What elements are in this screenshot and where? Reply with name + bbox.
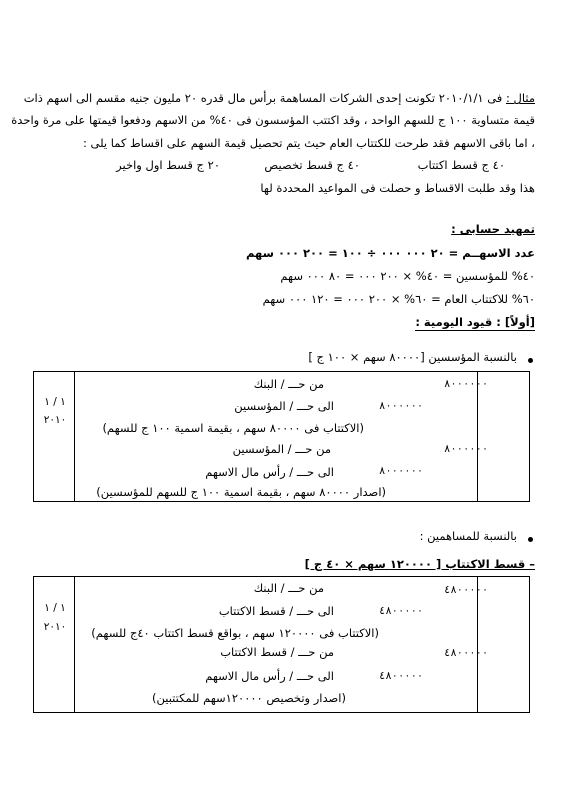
intro-line-1: مثال : فى ٢٠١٠/١/١ تكونت إحدى الشركات المساهمة برأس مال قدره ٢٠ مليون جنيه مقسم الى اسهم ذات xyxy=(23,91,535,105)
debit-account: من حـــ / البنك xyxy=(253,581,324,595)
installment-subscription: ٤٠ ج قسط اكتتاب xyxy=(417,158,505,172)
credit-account: الى حـــ / رأس مال الاسهم xyxy=(205,669,334,683)
entry-note: (الاكتتاب فى ٨٠٠٠٠ سهم ، بقيمة اسمية ١٠٠ ج للسهم) xyxy=(102,421,364,435)
debit-account: من حـــ / البنك xyxy=(253,377,324,391)
entry-note: (الاكتتاب فى ١٢٠٠٠٠ سهم ، بواقع قسط اكتتاب ٤٠ج للسهم) xyxy=(91,626,379,640)
entry-date-day: ١ / ١ xyxy=(44,396,66,408)
entry-date-day: ١ / ١ xyxy=(44,602,66,614)
section1-heading: بالنسبة المؤسسين [٨٠٠٠٠ سهم × ١٠٠ ج ] xyxy=(308,350,517,364)
credit-amount: ٤٨٠٠٠٠٠ xyxy=(379,605,424,617)
debit-account: من حـــ / قسط الاكتتاب xyxy=(220,645,334,659)
intro-line-2: قيمة متساوية ١٠٠ ج للسهم الواحد ، وقد اكتتب المؤسسون فى ٤٠% من الاسهم ودفعوا قيمتها على مرة واحدة xyxy=(11,113,535,127)
credit-account: الى حـــ / قسط الاكتتاب xyxy=(218,604,334,618)
prep-shares-line: عدد الاسهــم = ٢٠ ٠٠٠ ٠٠٠ ÷ ١٠٠ = ٢٠٠ ٠٠٠ سهم xyxy=(246,246,535,260)
bullet-icon xyxy=(528,537,533,542)
journal-table-founders xyxy=(33,371,530,502)
installment-final: ٢٠ ج قسط اول واخير xyxy=(116,158,220,172)
credit-amount: ٨٠٠٠٠٠٠ xyxy=(379,465,424,477)
credit-amount: ٤٨٠٠٠٠٠ xyxy=(379,670,424,682)
credit-amount: ٨٠٠٠٠٠٠ xyxy=(379,400,424,412)
credit-account: الى حـــ / المؤسسين xyxy=(234,399,334,413)
journal-title: [أولاً] : قيود اليومية : xyxy=(415,315,535,329)
section2-heading: بالنسبة للمساهمين : xyxy=(419,529,517,543)
credit-account: الى حـــ / رأس مال الاسهم xyxy=(205,465,334,479)
installment-allotment: ٤٠ ج قسط تخصيص xyxy=(264,158,360,172)
prep-founders-line: ٤٠% للمؤسسين = ٤٠% × ٢٠٠ ٠٠٠ = ٨٠ ٠٠٠ سهم xyxy=(280,269,535,283)
debit-amount: ٤٨٠٠٠٠٠ xyxy=(444,584,489,596)
prep-public-line: ٦٠% للاكتتاب العام = ٦٠% × ٢٠٠ ٠٠٠ = ١٢٠ ٠٠٠ سهم xyxy=(262,292,535,306)
debit-amount: ٤٨٠٠٠٠٠ xyxy=(444,647,489,659)
debit-amount: ٨٠٠٠٠٠٠ xyxy=(444,443,489,455)
section2-subheading: – قسط الاكتتاب [ ١٢٠٠٠٠ سهم × ٤٠ ج ] xyxy=(304,557,535,571)
example-label: مثال : xyxy=(505,91,535,105)
entry-note: (اصدار ٨٠٠٠٠ سهم ، بقيمة اسمية ١٠٠ ج للسهم للمؤسسين) xyxy=(96,485,386,499)
intro-line-5: هذا وقد طلبت الاقساط و حصلت فى المواعيد المحددة لها xyxy=(260,181,535,195)
bullet-icon xyxy=(528,358,533,363)
entry-date-year: ٢٠١٠ xyxy=(43,621,67,633)
intro-line-3: ، اما باقى الاسهم فقد طرحت للكتتاب العام حيث يتم تحصيل قيمة السهم على اقساط كما يلى : xyxy=(82,136,535,150)
debit-amount: ٨٠٠٠٠٠٠ xyxy=(444,378,489,390)
entry-date-year: ٢٠١٠ xyxy=(43,414,67,426)
journal-table-subscription xyxy=(33,576,530,713)
debit-account: من حـــ / المؤسسين xyxy=(232,442,331,456)
prep-title: تمهيد حسابى : xyxy=(451,222,535,236)
entry-note: (اصدار وتخصيص ١٢٠٠٠٠سهم للمكتتبين) xyxy=(151,691,346,705)
